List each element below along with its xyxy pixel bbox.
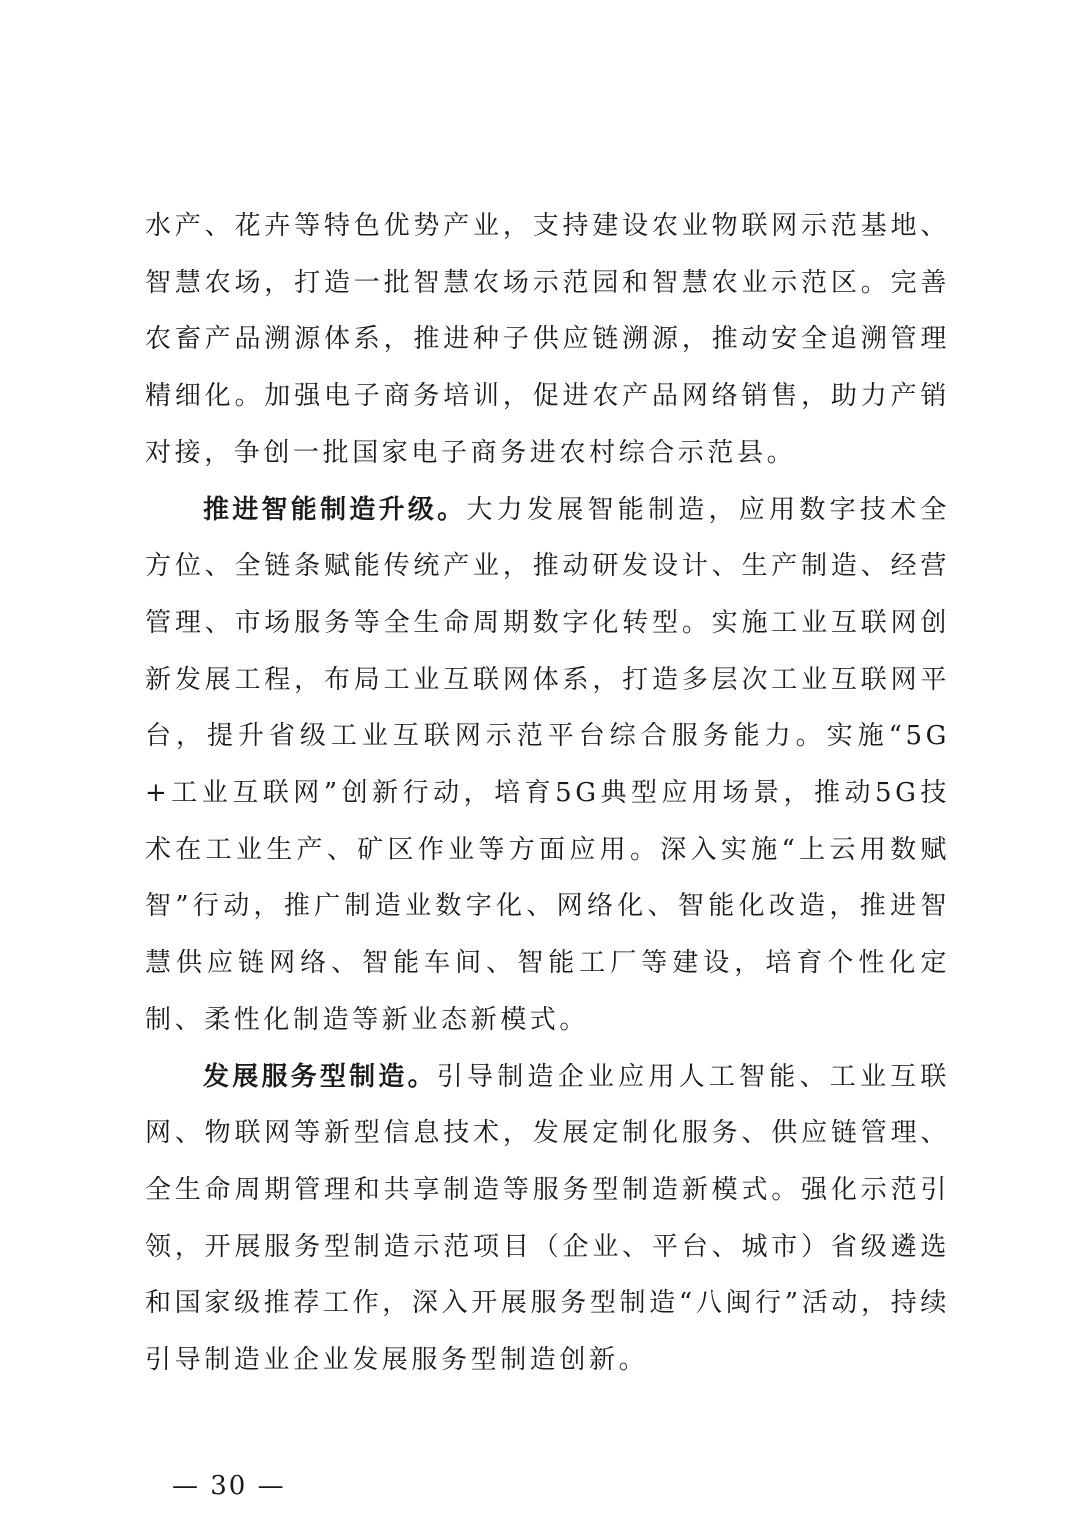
page-number: — 30 — — [172, 1471, 286, 1501]
paragraph-text: 水产、花卉等特色优势产业，支持建设农业物联网示范基地、智慧农场，打造一批智慧农场示范园和智慧农业示范区。完善农畜产品溯源体系，推进种子供应链溯源，推动安全追溯管理精细化。加强电子商务培训，促进农产品网络销售，助力产销对接，争创一批国家电子商务进农村综合示范县。 — [145, 211, 950, 468]
paragraph-service-manufacturing — [145, 1049, 950, 1389]
paragraph-text: 引导制造企业应用人工智能、工业互联网、物联网等新型信息技术，发展定制化服务、供应链管理、全生命周期管理和共享制造等服务型制造新模式。强化示范引领，开展服务型制造示范项目（企业、平台、城市）省级遴选和国家级推荐工作，深入开展服务型制造“八闽行”活动，持续引导制造业企业发展服务型制造创新。 — [145, 1061, 950, 1376]
paragraph-text: 大力发展智能制造，应用数字技术全方位、全链条赋能传统产业，推动研发设计、生产制造、经营管理、市场服务等全生命周期数字化转型。实施工业互联网创新发展工程，布局工业互联网体系，打造多层次工业互联网平台，提升省级工业互联网示范平台综合服务能力。实施“5G+工业互联网”创新行动，培育5G典型应用场景，推动5G技术在工业生产、矿区作业等方面应用。深入实施“上云用数赋智”行动，推广制造业数字化、网络化、智能化改造，推进智慧供应链网络、智能车间、智能工厂等建设，培育个性化定制、柔性化制造等新业态新模式。 — [145, 494, 950, 1035]
paragraph-smart-manufacturing — [145, 482, 950, 1049]
paragraph-agriculture — [145, 198, 950, 482]
body-text — [145, 198, 950, 1389]
paragraph-heading: 发展服务型制造。 — [203, 1061, 437, 1092]
paragraph-heading: 推进智能制造升级。 — [203, 494, 467, 525]
